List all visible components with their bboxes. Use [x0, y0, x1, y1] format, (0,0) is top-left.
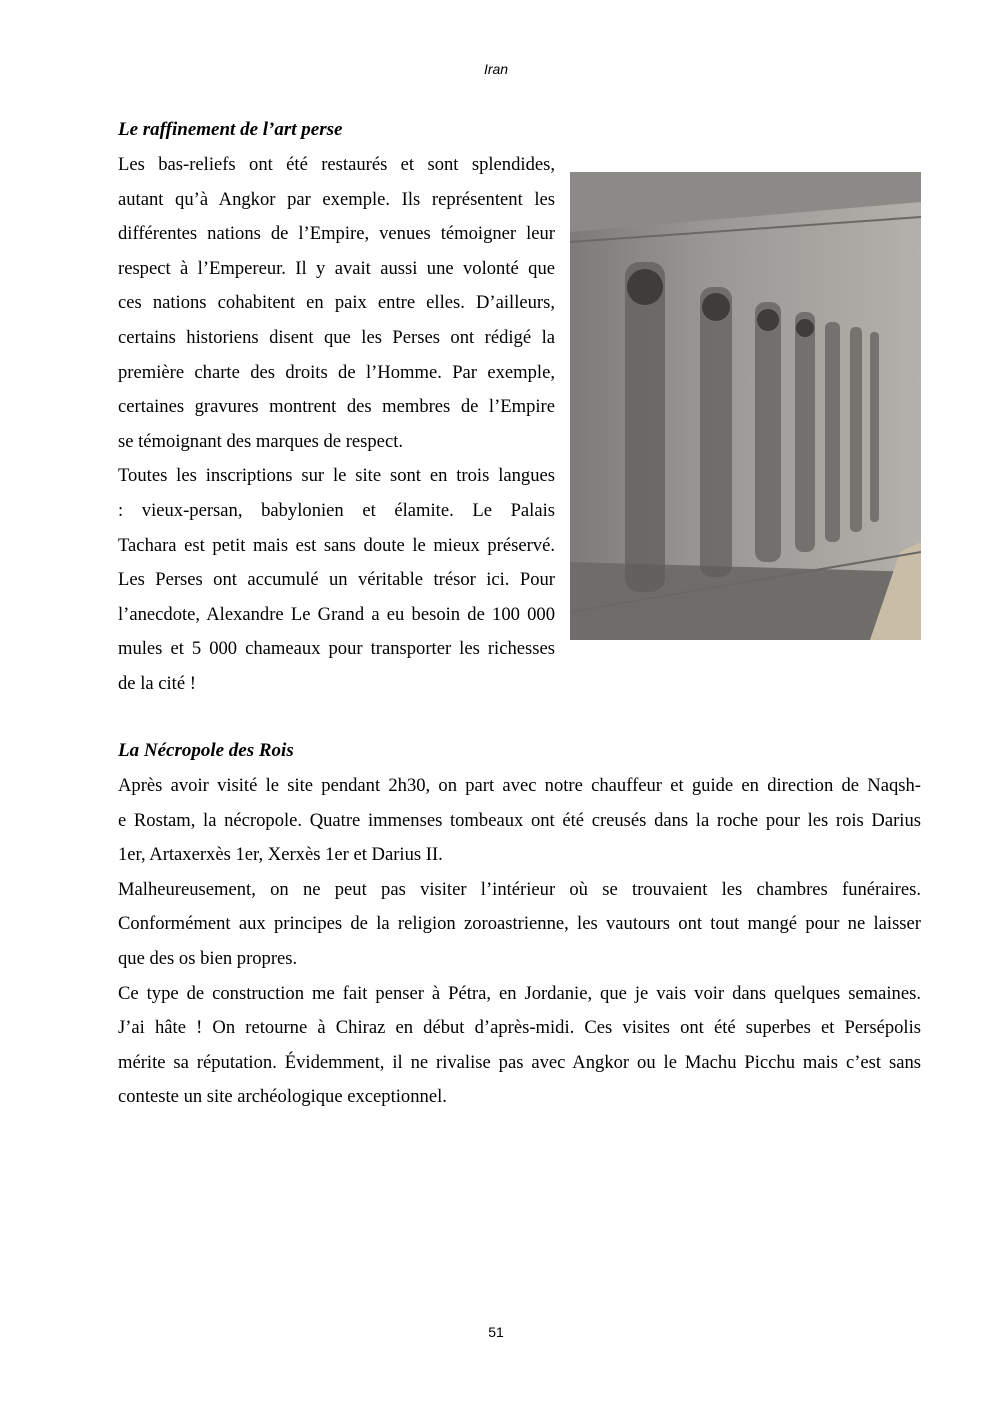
- text-line: Tachara est petit mais est sans doute le mieux préservé.: [118, 534, 555, 556]
- text-line: certaines gravures montrent des membres de l’Empire: [118, 396, 555, 418]
- text-line: autant qu’à Angkor par exemple. Ils représentent les: [118, 188, 555, 210]
- section-heading-art-perse: Le raffinement de l’art perse: [118, 119, 343, 140]
- page-number: 51: [488, 1324, 504, 1340]
- text-line: Conformément aux principes de la religion zoroastrienne, les vautours ont tout mangé pour ne laisser: [118, 913, 921, 935]
- text-line: ces nations cohabitent en paix entre elles. D’ailleurs,: [118, 292, 555, 314]
- text-line: 1er, Artaxerxès 1er, Xerxès 1er et Darius II.: [118, 844, 443, 866]
- text-line: mules et 5 000 chameaux pour transporter les richesses: [118, 638, 555, 660]
- text-line: certains historiens disent que les Perses ont rédigé la: [118, 326, 555, 348]
- text-line: Ce type de construction me fait penser à Pétra, en Jordanie, que je vais voir dans quelques semaines.: [118, 982, 921, 1004]
- text-line: e Rostam, la nécropole. Quatre immenses tombeaux ont été creusés dans la roche pour les rois Darius: [118, 809, 921, 831]
- running-header: Iran: [483, 61, 509, 77]
- text-line: Après avoir visité le site pendant 2h30, on part avec notre chauffeur et guide en direction de Naqsh-: [118, 775, 921, 796]
- text-line: se témoignant des marques de respect.: [118, 430, 404, 452]
- paragraph-art-perse: [118, 148, 555, 702]
- text-line: que des os bien propres.: [118, 947, 298, 969]
- text-line: respect à l’Empereur. Il y avait aussi une volonté que: [118, 257, 555, 279]
- text-line: J’ai hâte ! On retourne à Chiraz en début d’après-midi. Ces visites ont été superbes et Persépolis: [118, 1017, 921, 1039]
- text-line: Toutes les inscriptions sur le site sont en trois langues: [118, 465, 555, 487]
- text-line: Les bas-reliefs ont été restaurés et sont splendides,: [118, 154, 555, 175]
- text-line: : vieux-persan, babylonien et élamite. Le Palais: [118, 499, 555, 521]
- text-line: différentes nations de l’Empire, venues témoigner leur: [118, 223, 555, 245]
- text-line: Les Perses ont accumulé un véritable trésor ici. Pour: [118, 569, 555, 591]
- text-line: Malheureusement, on ne peut pas visiter l’intérieur où se trouvaient les chambres funéraires.: [118, 878, 921, 900]
- text-line: conteste un site archéologique exceptionnel.: [118, 1086, 447, 1108]
- text-line: première charte des droits de l’Homme. Par exemple,: [118, 361, 555, 383]
- bas-relief-photo: [570, 172, 921, 640]
- text-line: de la cité !: [118, 672, 196, 694]
- text-line: l’anecdote, Alexandre Le Grand a eu besoin de 100 000: [118, 603, 555, 625]
- section-heading-necropole: La Nécropole des Rois: [118, 740, 294, 761]
- text-line: mérite sa réputation. Évidemment, il ne rivalise pas avec Angkor ou le Machu Picchu mais c’est sans: [118, 1051, 921, 1073]
- paragraph-necropole: [118, 769, 921, 1115]
